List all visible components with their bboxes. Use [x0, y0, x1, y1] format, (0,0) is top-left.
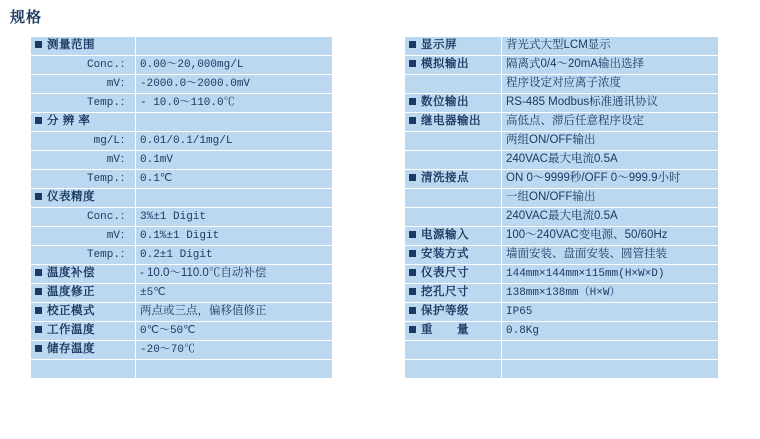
- spec-value: 隔离式0/4～20mA输出选择: [502, 56, 718, 74]
- spec-value: 0.2±1 Digit: [136, 246, 332, 264]
- spec-label-main: [405, 322, 501, 340]
- spec-label-main: [405, 56, 501, 74]
- page-title: 规格: [10, 9, 43, 26]
- spec-label-text: 仪表精度: [47, 191, 95, 204]
- spec-label-text: 工作温度: [47, 324, 95, 337]
- spec-label-main: [405, 113, 501, 131]
- table-row: [405, 322, 718, 340]
- table-row: [405, 75, 718, 93]
- table-row: [31, 265, 332, 283]
- spec-label-text: 显示屏: [421, 39, 457, 52]
- spec-value: 240VAC最大电流0.5A: [502, 151, 718, 169]
- table-row: [405, 208, 718, 226]
- spec-label-text: 安装方式: [421, 248, 469, 261]
- spec-label-sub: mg/L：: [31, 132, 135, 150]
- table-row: [31, 94, 332, 112]
- spec-value: [502, 341, 718, 359]
- spec-value: ±5℃: [136, 284, 332, 302]
- spec-label-main: [31, 341, 135, 359]
- square-bullet-icon: [35, 193, 42, 200]
- spec-value: 两点或三点，偏移值修正: [136, 303, 332, 321]
- spec-label-main: [31, 113, 135, 131]
- table-row: [31, 303, 332, 321]
- table-row: [405, 94, 718, 112]
- square-bullet-icon: [409, 60, 416, 67]
- spec-value: [136, 189, 332, 207]
- square-bullet-icon: [409, 231, 416, 238]
- spec-label-sub: Temp.：: [31, 94, 135, 112]
- square-bullet-icon: [35, 307, 42, 314]
- square-bullet-icon: [35, 41, 42, 48]
- square-bullet-icon: [35, 288, 42, 295]
- spec-label-main: [31, 322, 135, 340]
- table-row: [405, 303, 718, 321]
- spec-label-text: 仪表尺寸: [421, 267, 469, 280]
- square-bullet-icon: [35, 326, 42, 333]
- spec-label-sub: Conc.：: [31, 56, 135, 74]
- table-row: [31, 37, 332, 55]
- spec-label-empty: [405, 132, 501, 150]
- square-bullet-icon: [409, 288, 416, 295]
- table-row: [31, 360, 332, 378]
- table-row: [31, 227, 332, 245]
- spec-value: 0.1mV: [136, 151, 332, 169]
- spec-value: 高低点、滞后任意程序设定: [502, 113, 718, 131]
- table-row: [31, 189, 332, 207]
- table-row: [405, 170, 718, 188]
- spec-label-sub: Conc.：: [31, 208, 135, 226]
- spec-label-main: [31, 37, 135, 55]
- square-bullet-icon: [35, 117, 42, 124]
- table-row: [31, 113, 332, 131]
- spec-label-empty: [405, 151, 501, 169]
- spec-value: 0.8Kg: [502, 322, 718, 340]
- table-row: [31, 246, 332, 264]
- spec-label-main: [31, 265, 135, 283]
- square-bullet-icon: [409, 250, 416, 257]
- spec-label-empty: [405, 189, 501, 207]
- spec-label-text: 数位输出: [421, 96, 469, 109]
- spec-table-right-body: [405, 37, 718, 378]
- square-bullet-icon: [35, 269, 42, 276]
- spec-label-sub: mV：: [31, 75, 135, 93]
- square-bullet-icon: [409, 98, 416, 105]
- table-row: [405, 360, 718, 378]
- spec-label-main: [405, 284, 501, 302]
- spec-value: [502, 360, 718, 378]
- spec-value: [136, 113, 332, 131]
- spec-value: [136, 37, 332, 55]
- square-bullet-icon: [409, 307, 416, 314]
- table-row: [405, 246, 718, 264]
- spec-value: 一组ON/OFF输出: [502, 189, 718, 207]
- spec-label-sub: mV：: [31, 227, 135, 245]
- spec-label-main: [405, 37, 501, 55]
- spec-value: - 10.0～110.0℃自动补偿: [136, 265, 332, 283]
- spec-label-empty: [405, 208, 501, 226]
- table-row: [405, 132, 718, 150]
- spec-value: - 10.0～110.0℃: [136, 94, 332, 112]
- spec-value: IP65: [502, 303, 718, 321]
- square-bullet-icon: [409, 326, 416, 333]
- table-row: [405, 56, 718, 74]
- spec-value: [136, 360, 332, 378]
- spec-label-empty: [405, 75, 501, 93]
- spec-value: 0.01/0.1/1mg/L: [136, 132, 332, 150]
- table-row: [405, 189, 718, 207]
- spec-label-sub: Temp.：: [31, 246, 135, 264]
- table-row: [31, 56, 332, 74]
- spec-label-text: 重 量: [421, 324, 469, 337]
- spec-label-text: 分 辨 率: [47, 115, 91, 128]
- table-row: [31, 151, 332, 169]
- square-bullet-icon: [409, 117, 416, 124]
- spec-value: 100～240VAC变电源、50/60Hz: [502, 227, 718, 245]
- table-row: [31, 284, 332, 302]
- spec-value: 0.00～20,000mg/L: [136, 56, 332, 74]
- spec-label-main: [31, 189, 135, 207]
- spec-label-text: 温度补偿: [47, 267, 95, 280]
- spec-label-main: [405, 303, 501, 321]
- spec-label-text: 清洗接点: [421, 172, 469, 185]
- spec-label-empty: [405, 341, 501, 359]
- square-bullet-icon: [409, 41, 416, 48]
- spec-label-text: 校正模式: [47, 305, 95, 318]
- spec-label-text: 温度修正: [47, 286, 95, 299]
- spec-label-text: 测量范围: [47, 39, 95, 52]
- table-row: [405, 37, 718, 55]
- spec-label-text: 模拟输出: [421, 58, 469, 71]
- spec-value: 144mm×144mm×115mm(H×W×D): [502, 265, 718, 283]
- table-row: [31, 341, 332, 359]
- table-row: [405, 265, 718, 283]
- spec-label-text: 储存温度: [47, 343, 95, 356]
- table-row: [405, 113, 718, 131]
- spec-table-right: [404, 36, 719, 379]
- square-bullet-icon: [35, 345, 42, 352]
- spec-value: 0.1℃: [136, 170, 332, 188]
- spec-label-empty: [405, 360, 501, 378]
- spec-label-empty: [31, 360, 135, 378]
- spec-table-left-body: [31, 37, 332, 378]
- spec-label-main: [405, 94, 501, 112]
- spec-value: 墙面安装、盘面安装、圆管挂装: [502, 246, 718, 264]
- spec-label-main: [405, 246, 501, 264]
- spec-label-main: [31, 303, 135, 321]
- spec-label-main: [405, 227, 501, 245]
- spec-table-left: [30, 36, 333, 379]
- spec-value: 背光式大型LCM显示: [502, 37, 718, 55]
- table-row: [31, 75, 332, 93]
- table-row: [31, 170, 332, 188]
- spec-value: 两组ON/OFF输出: [502, 132, 718, 150]
- spec-value: 3%±1 Digit: [136, 208, 332, 226]
- spec-value: -2000.0～2000.0mV: [136, 75, 332, 93]
- square-bullet-icon: [409, 269, 416, 276]
- table-row: [405, 341, 718, 359]
- spec-label-text: 继电器输出: [421, 115, 481, 128]
- square-bullet-icon: [409, 174, 416, 181]
- spec-value: 0℃～50℃: [136, 322, 332, 340]
- table-row: [405, 151, 718, 169]
- spec-label-sub: mV：: [31, 151, 135, 169]
- spec-value: -20～70℃: [136, 341, 332, 359]
- spec-label-main: [405, 170, 501, 188]
- spec-label-text: 挖孔尺寸: [421, 286, 469, 299]
- spec-label-main: [31, 284, 135, 302]
- spec-value: 0.1%±1 Digit: [136, 227, 332, 245]
- table-row: [31, 208, 332, 226]
- spec-label-text: 保护等级: [421, 305, 469, 318]
- spec-value: 138mm×138mm（H×W）: [502, 284, 718, 302]
- table-row: [31, 132, 332, 150]
- spec-value: 程序设定对应离子浓度: [502, 75, 718, 93]
- table-row: [31, 322, 332, 340]
- spec-label-sub: Temp.：: [31, 170, 135, 188]
- spec-value: RS-485 Modbus标准通讯协议: [502, 94, 718, 112]
- spec-value: ON 0～9999秒/OFF 0～999.9小时: [502, 170, 718, 188]
- spec-label-main: [405, 265, 501, 283]
- spec-value: 240VAC最大电流0.5A: [502, 208, 718, 226]
- table-row: [405, 284, 718, 302]
- spec-label-text: 电源输入: [421, 229, 469, 242]
- table-row: [405, 227, 718, 245]
